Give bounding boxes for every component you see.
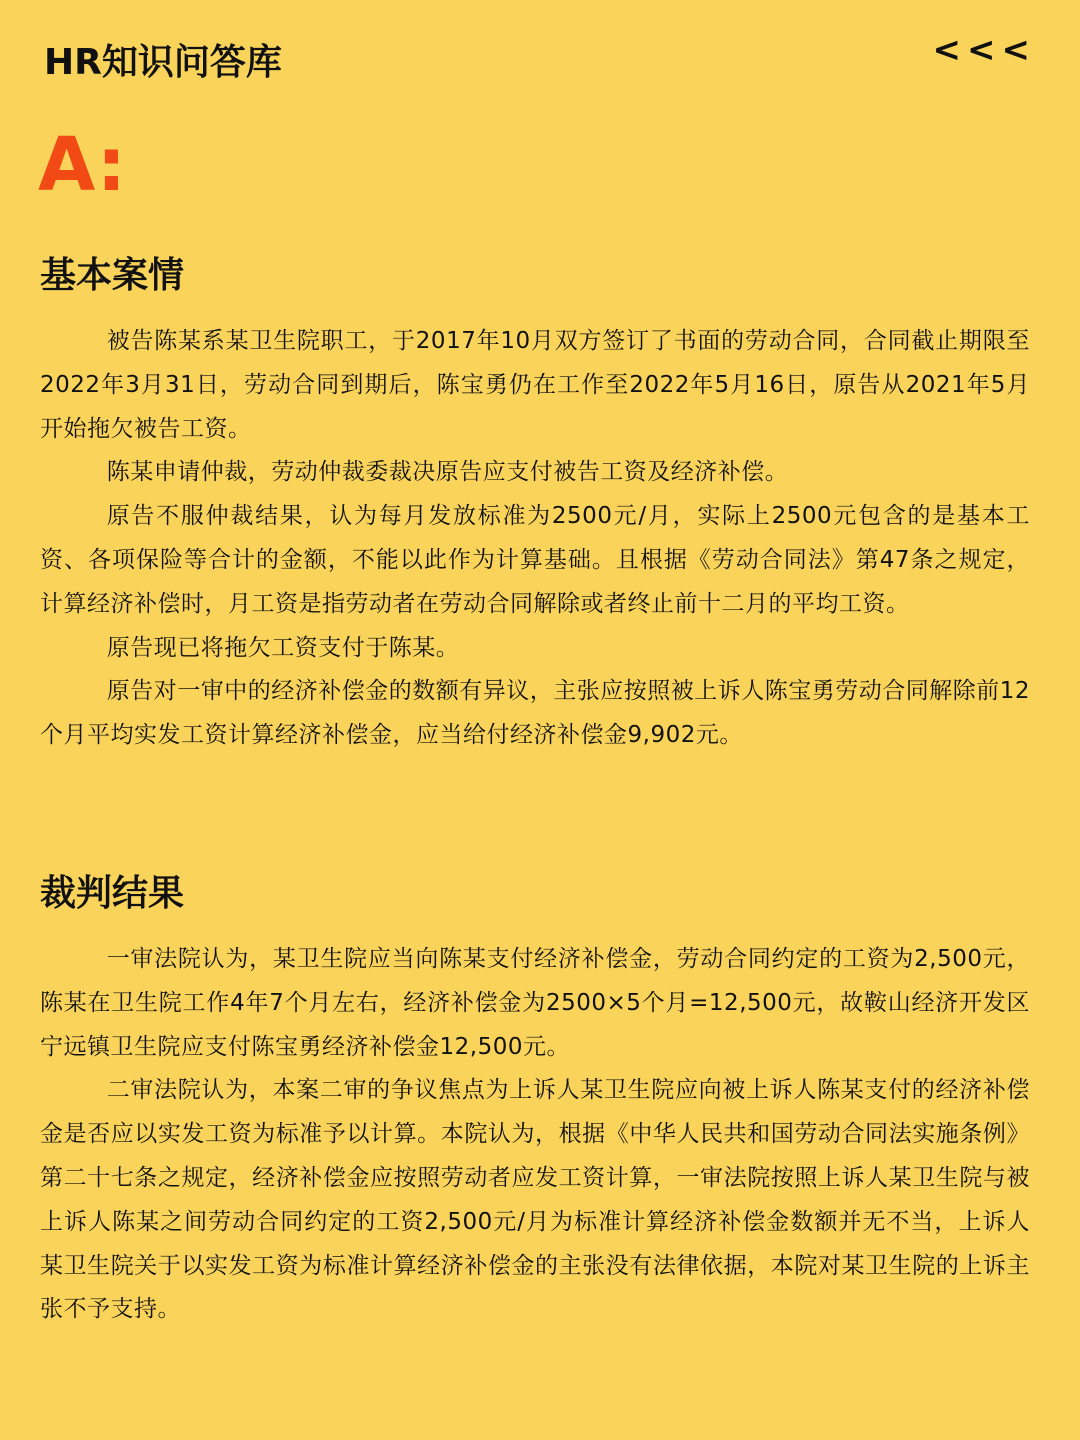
paragraph: 原告对一审中的经济补偿金的数额有异议，主张应按照被上诉人陈宝勇劳动合同解除前12个月平均实发工资计算经济补偿金，应当给付经济补偿金9,902元。 xyxy=(40,678,1030,749)
paragraph: 二审法院认为，本案二审的争议焦点为上诉人某卫生院应向被上诉人陈某支付的经济补偿金是否应以实发工资为标准予以计算。本院认为，根据《中华人民共和国劳动合同法实施条例》第二十七条之规定，经济补偿金应按照劳动者应发工资计算，一审法院按照上诉人某卫生院与被上诉人陈某之间劳动合同约定的工资2,500元/月为标准计算经济补偿金数额并无不当，上诉人某卫生院关于以实发工资为标准计算经济补偿金的主张没有法律依据，本院对某卫生院的上诉主张不予支持。 xyxy=(40,1077,1030,1323)
section-basic-case xyxy=(40,254,1030,758)
section-judgment-result xyxy=(40,872,1030,1332)
paragraph: 陈某申请仲裁，劳动仲裁委裁决原告应支付被告工资及经济补偿。 xyxy=(106,459,789,486)
section-title: 裁判结果 xyxy=(40,873,185,914)
paragraph: 原告不服仲裁结果，认为每月发放标准为2500元/月，实际上2500元包含的是基本工资、各项保险等合计的金额，不能以此作为计算基础。且根据《劳动合同法》第47条之规定，计算经济补偿时，月工资是指劳动者在劳动合同解除或者终止前十二月的平均工资。 xyxy=(40,503,1030,617)
answer-mark: A: xyxy=(38,122,127,208)
paragraph: 原告现已将拖欠工资支付于陈某。 xyxy=(106,634,460,661)
section-title: 基本案情 xyxy=(40,255,185,296)
header-title: HR知识问答库 xyxy=(44,42,282,83)
paragraph: 被告陈某系某卫生院职工，于2017年10月双方签订了书面的劳动合同，合同截止期限至2022年3月31日，劳动合同到期后，陈宝勇仍在工作至2022年5月16日，原告从2021年5月开始拖欠被告工资。 xyxy=(40,328,1030,442)
paragraph: 一审法院认为，某卫生院应当向陈某支付经济补偿金，劳动合同约定的工资为2,500元，陈某在卫生院工作4年7个月左右，经济补偿金为2500×5个月=12,500元，故鞍山经济开发区宁远镇卫生院应支付陈宝勇经济补偿金12,500元。 xyxy=(40,946,1030,1060)
chevron-left-icon: <<< xyxy=(932,30,1036,70)
